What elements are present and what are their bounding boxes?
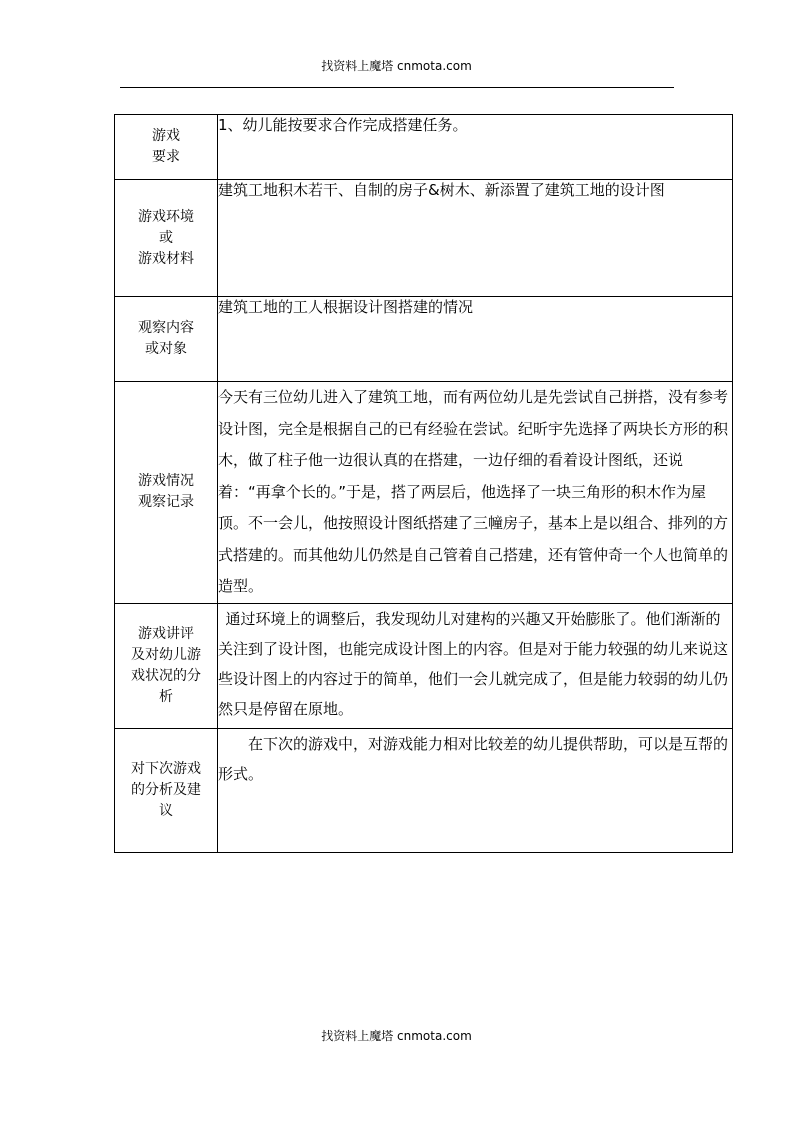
table-row — [115, 603, 733, 728]
label-line: 的分析及建 — [131, 781, 201, 798]
label-line: 或 — [159, 229, 173, 246]
label-line: 游戏材料 — [138, 250, 194, 267]
page-footer: 找资料上魔塔 cnmota.com — [321, 1029, 472, 1043]
label-line: 游戏环境 — [138, 208, 194, 225]
label-line: 要求 — [152, 149, 180, 165]
row-label-observation-target — [115, 297, 218, 382]
row-label-game-materials — [115, 180, 218, 297]
observation-record-table — [114, 114, 733, 853]
label-line: 游戏 — [152, 128, 180, 144]
table-row — [115, 728, 733, 852]
row-label-game-review — [115, 603, 218, 728]
row-content-game-review: 通过环境上的调整后，我发现幼儿对建构的兴趣又开始膨胀了。他们渐渐的关注到了设计图，也能完成设计图上的内容。但是对于能力较强的幼儿来说这些设计图上的内容过于的简单，他们一会儿就完成了，但是能力较弱的幼儿仍然只是停留在原地。 — [218, 603, 733, 728]
table-row — [115, 115, 733, 180]
table-row — [115, 382, 733, 604]
row-content-observation-target: 建筑工地的工人根据设计图搭建的情况 — [218, 297, 733, 382]
label-line: 析 — [159, 688, 173, 705]
row-content-game-materials: 建筑工地积木若干、自制的房子&树木、新添置了建筑工地的设计图 — [218, 180, 733, 297]
page-header: 找资料上魔塔 cnmota.com — [321, 59, 472, 73]
label-line: 或对象 — [145, 341, 187, 357]
label-line: 及对幼儿游 — [131, 646, 201, 663]
label-line: 观察内容 — [138, 320, 194, 336]
row-content-observation-record: 今天有三位幼儿进入了建筑工地，而有两位幼儿是先尝试自己拼搭，没有参考设计图，完全是根据自己的已有经验在尝试。纪昕宇先选择了两块长方形的积木，做了柱子他一边很认真的在搭建，一边仔细的看着设计图纸，还说着：“再拿个长的。”于是，搭了两层后，他选择了一块三角形的积木作为屋顶。不一会儿，他按照设计图纸搭建了三幢房子，基本上是以组合、排列的方式搭建的。而其他幼儿仍然是自己管着自己搭建，还有管仲奇一个人也简单的造型。 — [218, 382, 733, 604]
row-label-observation-record — [115, 382, 218, 604]
label-line: 戏状况的分 — [131, 667, 201, 684]
table-row — [115, 180, 733, 297]
row-content-game-requirements: 1、幼儿能按要求合作完成搭建任务。 — [218, 115, 733, 180]
label-line: 对下次游戏 — [131, 760, 201, 777]
label-line: 游戏情况 — [138, 473, 194, 490]
label-line: 议 — [159, 802, 173, 819]
row-content-next-suggestions: 在下次的游戏中，对游戏能力相对比较差的幼儿提供帮助，可以是互帮的形式。 — [218, 728, 733, 852]
table-row — [115, 297, 733, 382]
label-line: 游戏讲评 — [138, 625, 194, 642]
label-line: 观察记录 — [138, 494, 194, 511]
row-label-next-suggestions — [115, 728, 218, 852]
header-rule — [120, 87, 674, 88]
row-label-game-requirements — [115, 115, 218, 180]
